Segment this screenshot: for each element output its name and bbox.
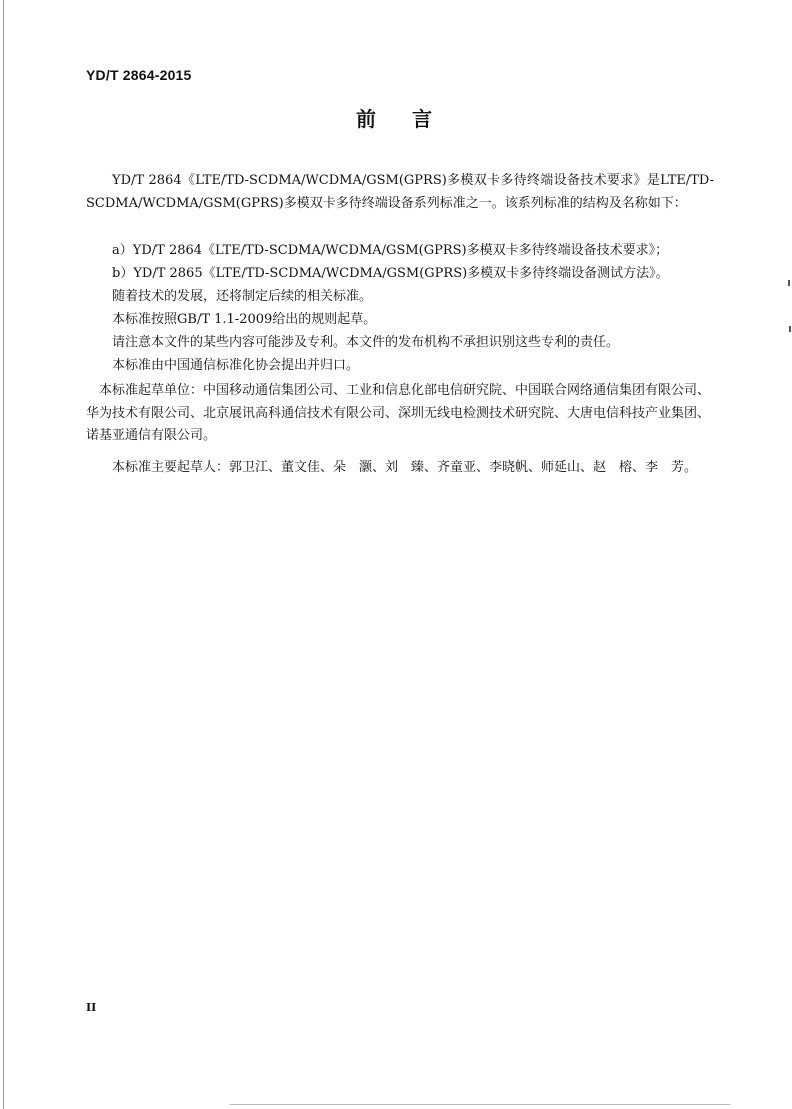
- list-item-a: a）YD/T 2864《LTE/TD-SCDMA/WCDMA/GSM(GPRS)多模双卡多待终端设备技术要求》；: [112, 243, 669, 258]
- future-standards-paragraph: 随着技术的发展，还将制定后续的相关标准。: [112, 289, 373, 304]
- page-number: II: [86, 1001, 97, 1014]
- document-code: YD/T 2864-2015: [86, 67, 192, 83]
- scan-edge-bottom: [230, 1104, 730, 1105]
- intro-paragraph: YD/T 2864《LTE/TD-SCDMA/WCDMA/GSM(GPRS)多模双卡多待终端设备技术要求》是LTE/TD-SCDMA/WCDMA/GSM(GPRS)多模双卡多待终端设备系列标准之一。该系列标准的结构及名称如下：: [86, 173, 714, 211]
- patent-notice-paragraph: 请注意本文件的某些内容可能涉及专利。本文件的发布机构不承担识别这些专利的责任。: [112, 335, 620, 350]
- scan-edge-left: [3, 0, 4, 1109]
- page-title: 前言: [356, 107, 468, 131]
- proposer-paragraph: 本标准由中国通信标准化协会提出并归口。: [112, 358, 360, 373]
- drafting-units-paragraph: 本标准起草单位：中国移动通信集团公司、工业和信息化部电信研究院、中国联合网络通信集团有限公司、华为技术有限公司、北京展讯高科通信技术有限公司、深圳无线电检测技术研究院、大唐电信科技产业集团、诺基亚通信有限公司。: [86, 383, 711, 443]
- drafters-paragraph: 本标准主要起草人：郭卫江、董文佳、朵 灏、刘 臻、齐童亚、李晓帆、师延山、赵 榕、李 芳。: [112, 460, 698, 475]
- list-item-b: b）YD/T 2865《LTE/TD-SCDMA/WCDMA/GSM(GPRS)多模双卡多待终端设备测试方法》。: [112, 266, 669, 281]
- scan-artifact: [789, 326, 791, 332]
- drafting-rules-paragraph: 本标准按照GB/T 1.1-2009给出的规则起草。: [112, 312, 377, 327]
- scan-artifact: [788, 280, 790, 286]
